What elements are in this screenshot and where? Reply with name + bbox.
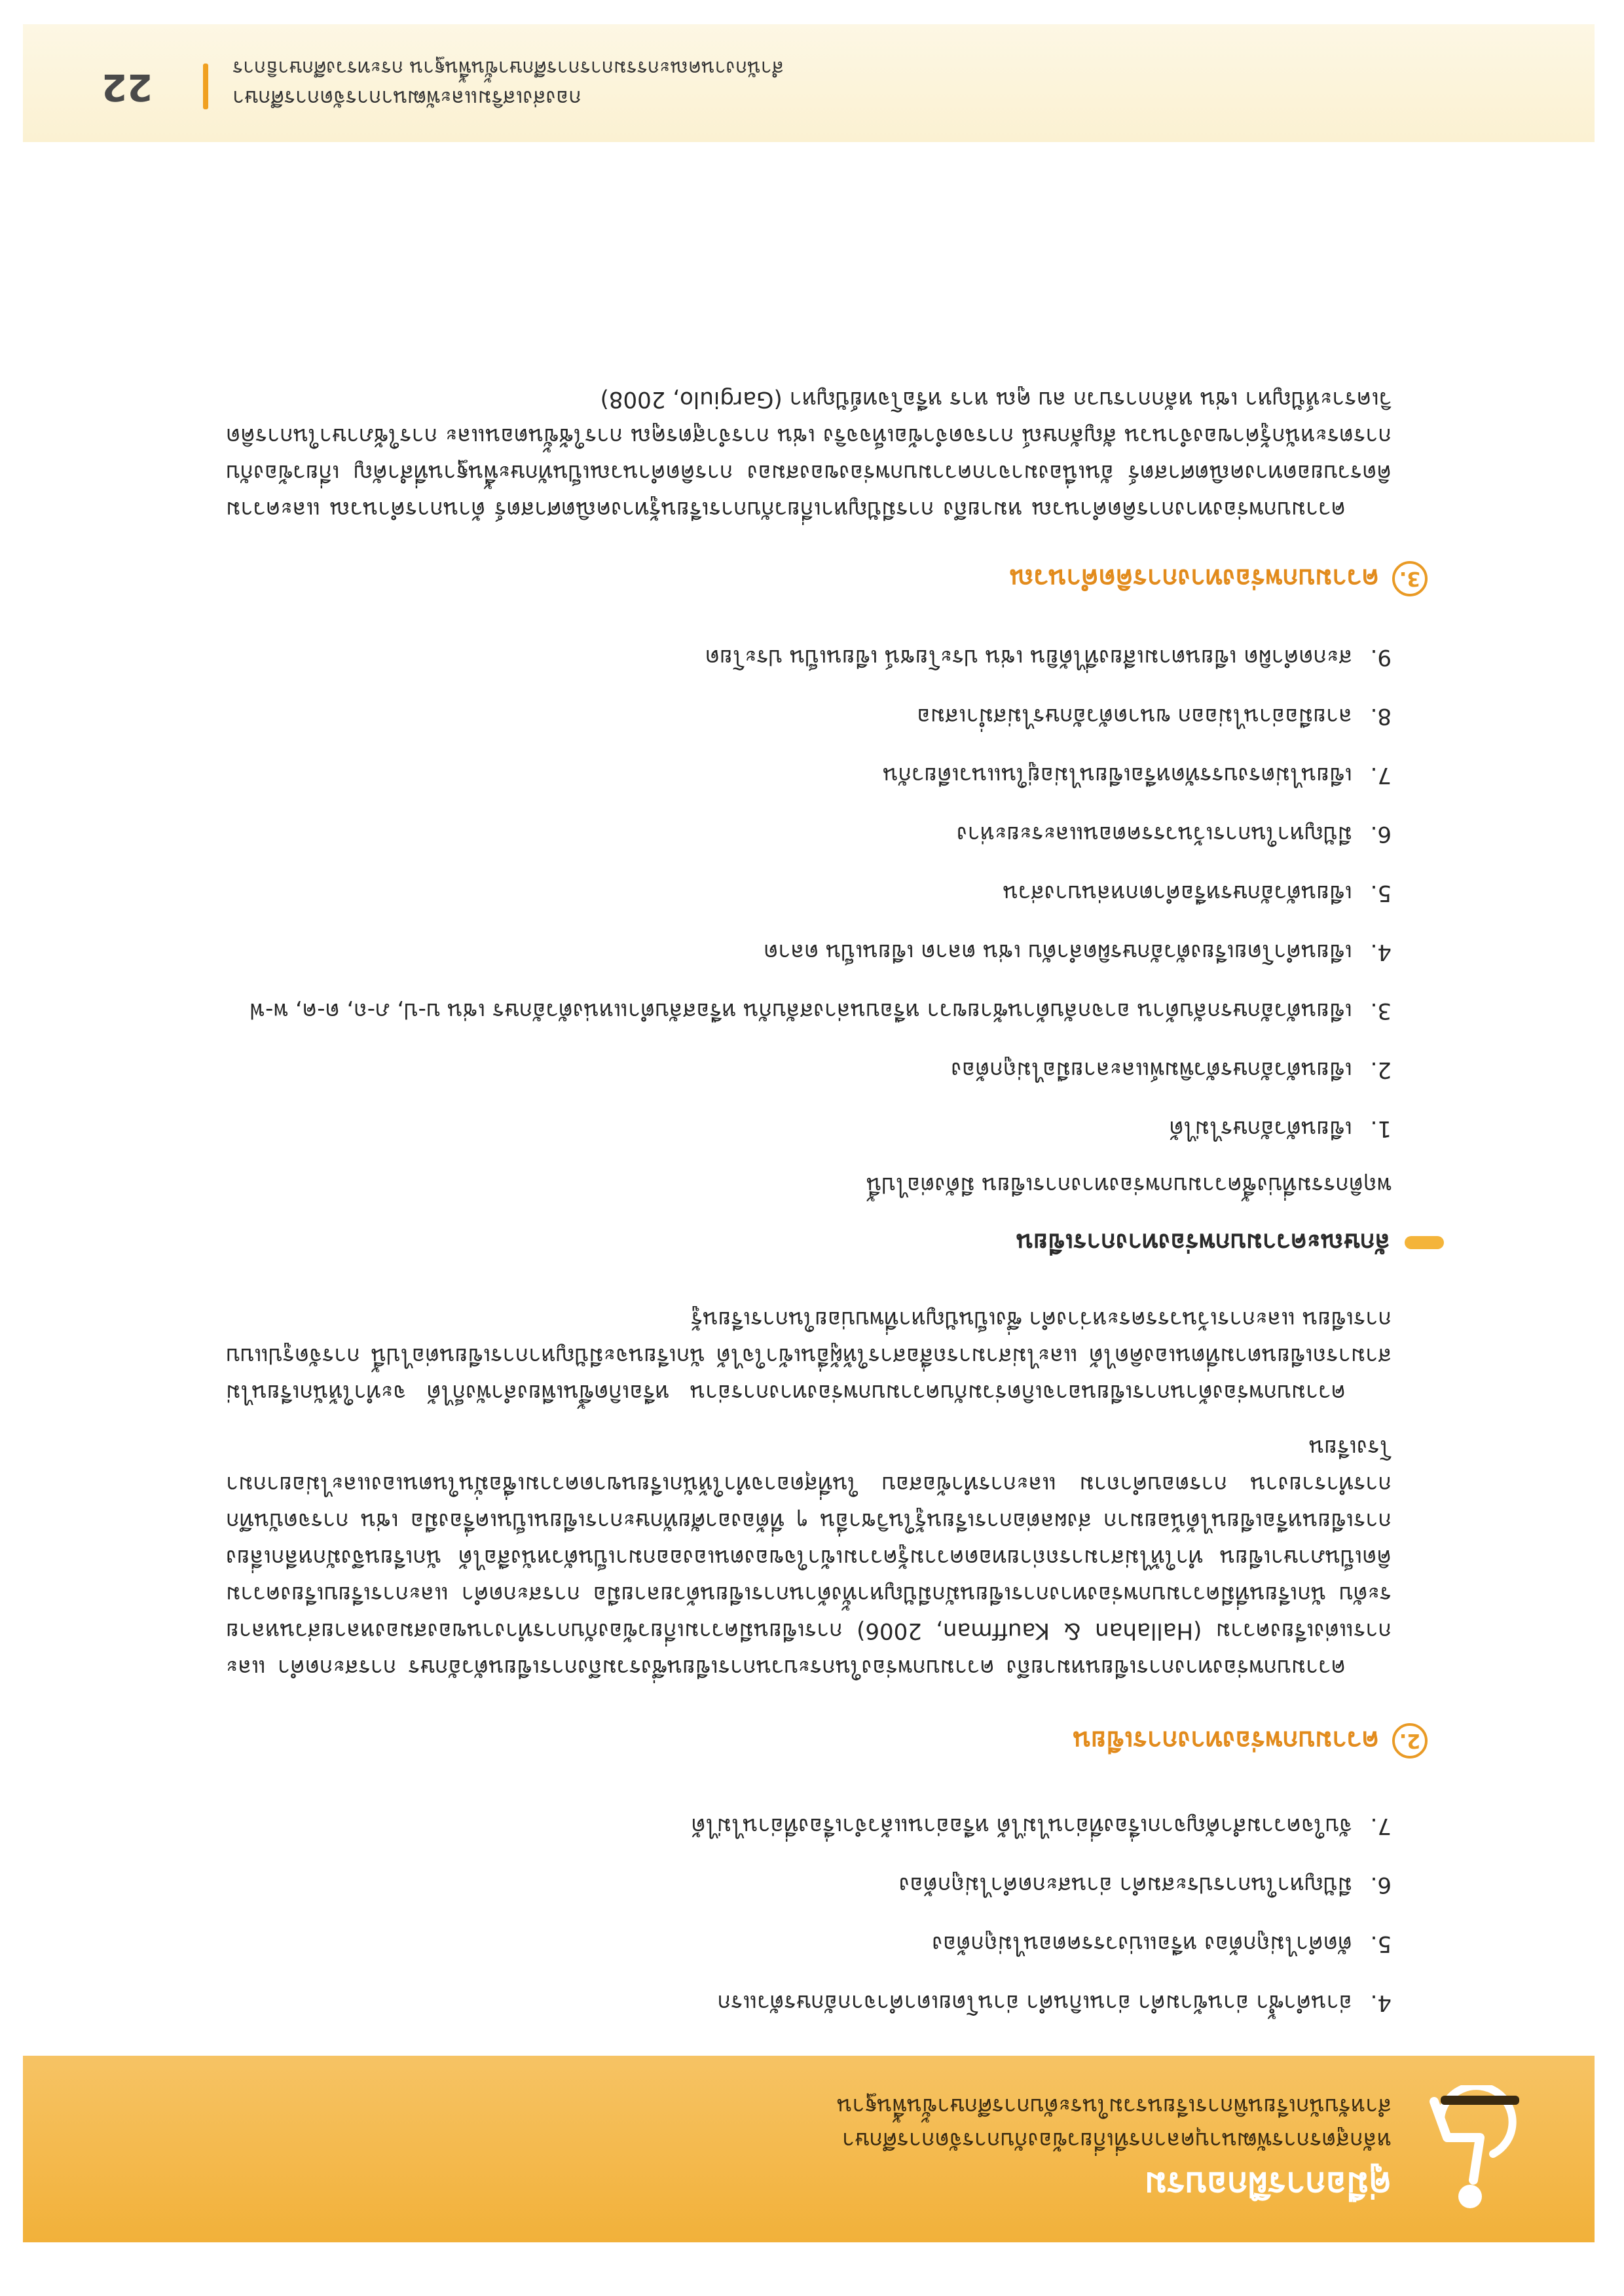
item-text: เขียนตัวอักษรไม่ได้ bbox=[1169, 1116, 1352, 1142]
item-number: 8. bbox=[1370, 703, 1392, 729]
item-text: เขียนตัวอักษรตัวพิมพ์และลายมือไม่ถูกต้อง bbox=[951, 1057, 1352, 1083]
item-text: เขียนไม่ตรงบรรทัดหรือเขียนไม่อยู่ในแนวเดียวกัน bbox=[883, 762, 1352, 788]
item-number: 2. bbox=[1370, 1057, 1392, 1083]
main-content bbox=[226, 381, 1421, 2016]
list-item bbox=[226, 1058, 1392, 1082]
footer-title: กองส่งเสริมและพัฒนาการจัดการศึกษา bbox=[232, 86, 581, 111]
header-title: คู่มือการฝึกอบรม bbox=[1144, 2164, 1392, 2204]
item-text: อ่านคำซ้ำ อ่านข้ามคำ อ่านเกินคำ อ่านโดยเดาคำจากอักษรตัวแรก bbox=[717, 1990, 1352, 2016]
footer-subtitle: สำนักงานคณะกรรมการการศึกษาขั้นพื้นฐาน กระทรวงศึกษาธิการ bbox=[232, 56, 784, 79]
page-number: 22 bbox=[101, 65, 153, 108]
item-number: 5. bbox=[1370, 1931, 1392, 1957]
footer-band bbox=[23, 24, 1595, 142]
list-item bbox=[226, 1932, 1392, 1956]
item-text: ลายมืออ่านไม่ออก ขนาดตัวอักษรไม่สม่ำเสมอ bbox=[917, 703, 1352, 729]
traits-list bbox=[226, 646, 1392, 1140]
section2-title: ความบกพร่องทางการเขียน bbox=[1073, 1725, 1379, 1755]
section1-list bbox=[226, 1814, 1392, 2014]
item-number: 4. bbox=[1370, 939, 1392, 965]
list-item bbox=[226, 999, 1392, 1023]
item-text: มีปัญหาในการเว้นวรรคตอนและระยะห่าง bbox=[956, 821, 1352, 847]
item-number: 4. bbox=[1370, 1990, 1392, 2016]
item-number: 9. bbox=[1370, 644, 1392, 670]
section3-heading bbox=[226, 558, 1428, 600]
list-item bbox=[226, 1117, 1392, 1140]
section2-heading bbox=[226, 1720, 1428, 1762]
traits-intro: พฤติกรรมที่บ่งชี้ความบกพร่องทางการเขียน มีดังต่อไปนี้ bbox=[866, 1172, 1392, 1198]
item-text: สะกดคำผิด เขียนตามเสียงที่ได้ยิน เช่น ประโยชน์ เขียนเป็น ประโยด bbox=[705, 644, 1352, 670]
list-item bbox=[226, 1814, 1392, 1838]
list-item bbox=[226, 822, 1392, 846]
section3-title: ความบกพร่องทางการคิดคำนวณ bbox=[1009, 563, 1379, 593]
item-number: 3. bbox=[1370, 998, 1392, 1024]
footer-divider bbox=[203, 64, 208, 109]
item-text: จับใจความสำคัญจากเรื่องที่อ่านไม่ได้ หรืออ่านแล้วจำเรื่องที่อ่านไม่ได้ bbox=[691, 1813, 1352, 1839]
list-item bbox=[226, 1873, 1392, 1897]
item-number: 7. bbox=[1370, 762, 1392, 788]
item-text: มีปัญหาในการประสมคำ อ่านสะกดคำไม่ถูกต้อง bbox=[898, 1872, 1352, 1898]
section2-paragraph-1: ความบกพร่องทางการเขียนหมายถึง ความบกพร่องในกระบวนการเขียนซึ่งรวมถึงการเขียนตัวอักษร การสะกดคำ และการแต่งเรียงความ (Hallahan & Kauffman, 2006) การเขียนมีความเกี่ยวข้องกับการทำงานของสมองหลายส่วนหลายระดับ นักเรียนที่มีความบกพร่องทางการเขียนมักมีปัญหาทั้งด้านการเขียนด้วยลายมือ การสะกดคำ และการเรียบเรียงความคิดเป็นภาษาเขียน ทำให้ไม่สามารถถ่ายทอดความรู้ความเข้าใจของตนเองออกมาเป็นตัวหนังสือได้ นักเรียนจึงมักหลีกเลี่ยงการเขียนหรือเขียนได้น้อยมาก ส่งผลต่อการเรียนรู้ในวิชาอื่น ๆ ที่ต้องอาศัยทักษะการเขียนเป็นเครื่องมือ เช่น การจดบันทึก การทำรายงาน การตอบคำถาม และการทำข้อสอบ ในที่สุดอาจทำให้นักเรียนขาดความเชื่อมั่นในตนเองและไม่อยากมาโรงเรียน bbox=[226, 1434, 1392, 1681]
list-item bbox=[226, 881, 1392, 905]
section-number-badge: 3. bbox=[1392, 561, 1428, 596]
header-subtitle-2: สำหรับนักเรียนพิการเรียนรวมในระดับการศึกษาขั้นพื้นฐาน bbox=[836, 2093, 1392, 2119]
item-text: เขียนคำโดยเรียงตัวอักษรผิดลำดับ เช่น ตลาด เขียนเป็น ดลาด bbox=[764, 939, 1352, 965]
item-number: 7. bbox=[1370, 1813, 1392, 1839]
item-text: ตัดคำไม่ถูกต้อง หรือแบ่งวรรคตอนไม่ถูกต้อง bbox=[932, 1931, 1352, 1957]
item-number: 5. bbox=[1370, 880, 1392, 906]
header-band bbox=[23, 2056, 1595, 2242]
list-item bbox=[226, 646, 1392, 669]
item-number: 1. bbox=[1370, 1116, 1392, 1142]
item-text: เขียนตัวอักษรหรือคำตกหล่นบางส่วน bbox=[1003, 880, 1352, 906]
list-item bbox=[226, 940, 1392, 964]
wheelchair-icon bbox=[1421, 2085, 1532, 2216]
item-text: เขียนตัวอักษรกลับด้าน อาจกลับด้านซ้ายขวา หรือบนล่างสลับกัน หรือสลับตำแหน่งตัวอักษร เช่น บ-ป, ภ-ถ, ด-ค, พ-ฟ bbox=[249, 998, 1352, 1024]
heading-marker bbox=[1405, 1237, 1444, 1250]
section-number-badge: 2. bbox=[1392, 1723, 1428, 1758]
list-item bbox=[226, 704, 1392, 728]
list-item bbox=[226, 763, 1392, 787]
traits-heading bbox=[226, 1223, 1392, 1263]
traits-heading-text: ลักษณะความบกพร่องทางการเขียน bbox=[1016, 1228, 1390, 1257]
list-item bbox=[226, 1991, 1392, 2014]
item-number: 6. bbox=[1370, 821, 1392, 847]
item-number: 6. bbox=[1370, 1872, 1392, 1898]
section3-paragraph-1: ความบกพร่องทางการคิดคำนวณ หมายถึง การมีปัญหาเกี่ยวกับการเรียนรู้ทางคณิตศาสตร์ ด้านการคำนวณ และความคิดรวบยอดทางคณิตศาสตร์ อันเนื่องมาจากความบกพร่องของสมอง การคิดคำนวณเป็นทักษะพื้นฐานที่สำคัญ เกี่ยวข้องกับการตระหนักรู้ค่าของจำนวน สัญลักษณ์ การจดจำข้อเท็จจริง เช่น การจำสูตรคูณ การใช้ขั้นตอนและ การใช้ภาษาในการคิดวิเคราะห์ปัญหา เช่น หลักการบวก ลบ คูณ หาร หรือโจทย์ปัญหา (Gargiulo, 2008) bbox=[226, 386, 1392, 522]
header-subtitle-1: หลักสูตรการพัฒนาบุคลากรที่เกี่ยวข้องกับการจัดการศึกษา bbox=[841, 2127, 1392, 2153]
section2-paragraph-2: ความบกพร่องด้านการเขียนอาจเกิดร่วมกับความบกพร่องทางการอ่าน หรือเกิดขึ้นเพียงลำพังก็ได้ จะทำให้นักเรียนไม่สามารถเขียนตามที่ตนเองคิดได้ และไม่สามารถสื่อสารให้ผู้อื่นเข้าใจได้ นักเรียนจะมีปัญหาการเขียนต่อไปนี้ การจัดรูปแบบการเขียน และการเว้นวรรคระหว่างคำ ซึ่งเป็นปัญหาที่พบบ่อยในการเรียนรู้ bbox=[226, 1306, 1392, 1406]
